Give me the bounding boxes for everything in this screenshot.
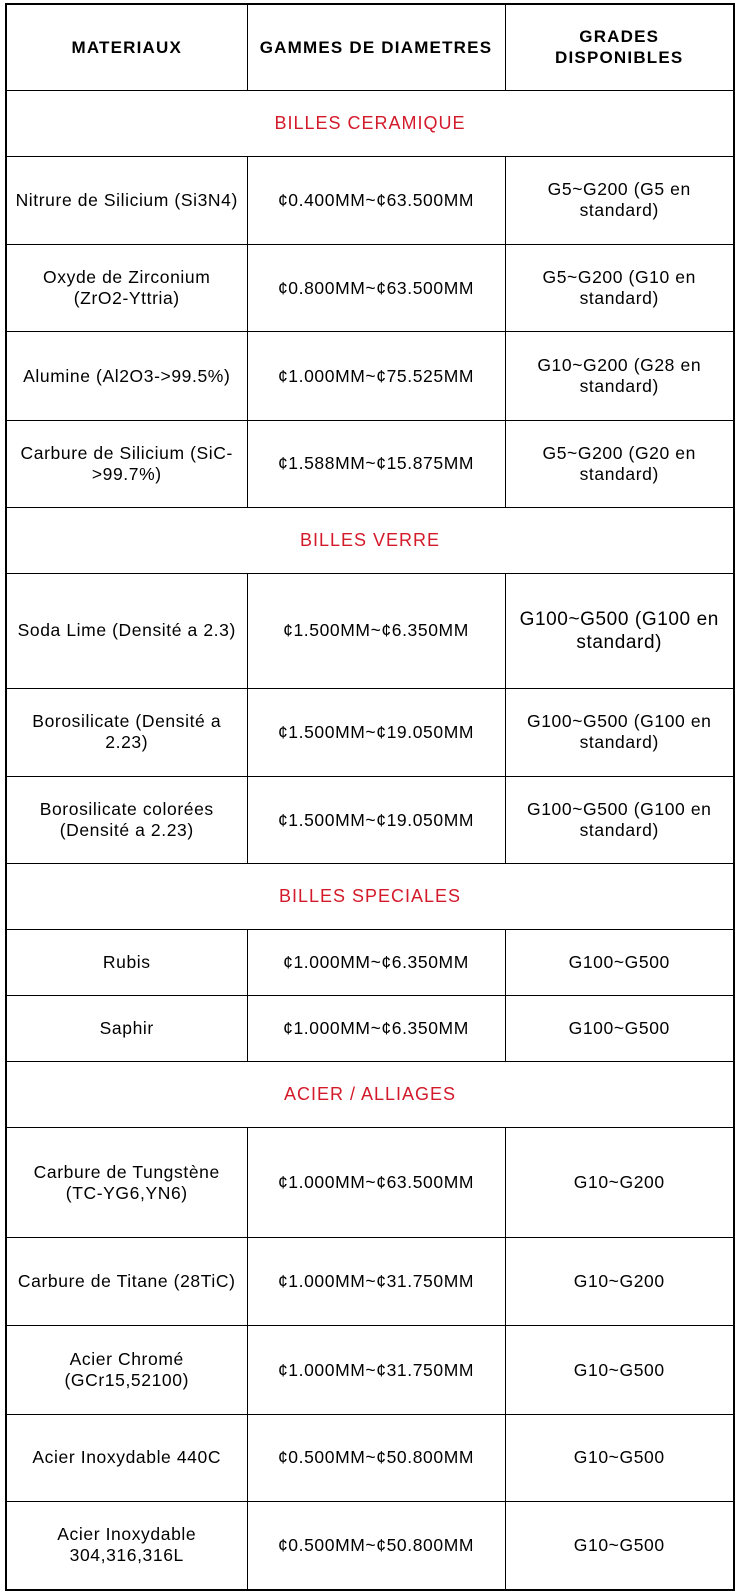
diameter-cell: ¢1.000MM~¢63.500MM <box>247 1128 505 1238</box>
diameter-cell: ¢1.000MM~¢6.350MM <box>247 996 505 1062</box>
table-row <box>6 1326 734 1414</box>
grade-cell: G5~G200 (G20 en standard) <box>505 420 734 507</box>
table-row <box>6 1414 734 1501</box>
table-row <box>6 1501 734 1590</box>
section-title-ceramique: BILLES CERAMIQUE <box>6 90 734 156</box>
material-cell: Saphir <box>6 996 247 1062</box>
grade-cell: G10~G200 <box>505 1128 734 1238</box>
grade-cell: G5~G200 (G5 en standard) <box>505 156 734 244</box>
section-row <box>6 864 734 930</box>
table-row <box>6 930 734 996</box>
header-grades: GRADES DISPONIBLES <box>505 4 734 90</box>
header-row <box>6 4 734 90</box>
diameter-cell: ¢1.500MM~¢6.350MM <box>247 574 505 689</box>
grade-cell: G100~G500 (G100 en standard) <box>505 777 734 864</box>
diameter-cell: ¢0.800MM~¢63.500MM <box>247 245 505 332</box>
materials-table <box>5 3 735 1591</box>
diameter-cell: ¢0.500MM~¢50.800MM <box>247 1414 505 1501</box>
grade-cell: G10~G200 <box>505 1238 734 1326</box>
section-title-acier: ACIER / ALLIAGES <box>6 1062 734 1128</box>
grade-cell: G100~G500 (G100 en standard) <box>505 574 734 689</box>
material-cell: Acier Inoxydable 304,316,316L <box>6 1501 247 1590</box>
diameter-cell: ¢1.588MM~¢15.875MM <box>247 420 505 507</box>
material-cell: Nitrure de Silicium (Si3N4) <box>6 156 247 244</box>
header-diameters: GAMMES DE DIAMETRES <box>247 4 505 90</box>
grade-cell: G100~G500 <box>505 996 734 1062</box>
material-cell: Borosilicate (Densité a 2.23) <box>6 688 247 776</box>
section-row <box>6 508 734 574</box>
table-row <box>6 1128 734 1238</box>
diameter-cell: ¢1.500MM~¢19.050MM <box>247 777 505 864</box>
diameter-cell: ¢0.500MM~¢50.800MM <box>247 1501 505 1590</box>
material-cell: Carbure de Silicium (SiC->99.7%) <box>6 420 247 507</box>
section-title-speciales: BILLES SPECIALES <box>6 864 734 930</box>
section-title-verre: BILLES VERRE <box>6 508 734 574</box>
diameter-cell: ¢1.000MM~¢6.350MM <box>247 930 505 996</box>
diameter-cell: ¢1.500MM~¢19.050MM <box>247 688 505 776</box>
grade-cell: G5~G200 (G10 en standard) <box>505 245 734 332</box>
material-cell: Soda Lime (Densité a 2.3) <box>6 574 247 689</box>
diameter-cell: ¢1.000MM~¢31.750MM <box>247 1238 505 1326</box>
table-row <box>6 332 734 420</box>
header-materials: MATERIAUX <box>6 4 247 90</box>
grade-cell: G10~G200 (G28 en standard) <box>505 332 734 420</box>
grade-cell: G100~G500 <box>505 930 734 996</box>
table-row <box>6 996 734 1062</box>
table-row <box>6 245 734 332</box>
table-row <box>6 420 734 507</box>
material-cell: Carbure de Tungstène (TC-YG6,YN6) <box>6 1128 247 1238</box>
grade-cell: G100~G500 (G100 en standard) <box>505 688 734 776</box>
diameter-cell: ¢1.000MM~¢75.525MM <box>247 332 505 420</box>
diameter-cell: ¢1.000MM~¢31.750MM <box>247 1326 505 1414</box>
grade-cell: G10~G500 <box>505 1326 734 1414</box>
material-cell: Borosilicate colorées (Densité a 2.23) <box>6 777 247 864</box>
material-cell: Oxyde de Zirconium (ZrO2-Yttria) <box>6 245 247 332</box>
material-cell: Acier Chromé (GCr15,52100) <box>6 1326 247 1414</box>
table-row <box>6 574 734 689</box>
section-row <box>6 90 734 156</box>
grade-cell: G10~G500 <box>505 1501 734 1590</box>
material-cell: Acier Inoxydable 440C <box>6 1414 247 1501</box>
diameter-cell: ¢0.400MM~¢63.500MM <box>247 156 505 244</box>
table-row <box>6 1238 734 1326</box>
table-row <box>6 777 734 864</box>
material-cell: Rubis <box>6 930 247 996</box>
table-row <box>6 688 734 776</box>
material-cell: Alumine (Al2O3->99.5%) <box>6 332 247 420</box>
grade-cell: G10~G500 <box>505 1414 734 1501</box>
table-row <box>6 156 734 244</box>
section-row <box>6 1062 734 1128</box>
material-cell: Carbure de Titane (28TiC) <box>6 1238 247 1326</box>
